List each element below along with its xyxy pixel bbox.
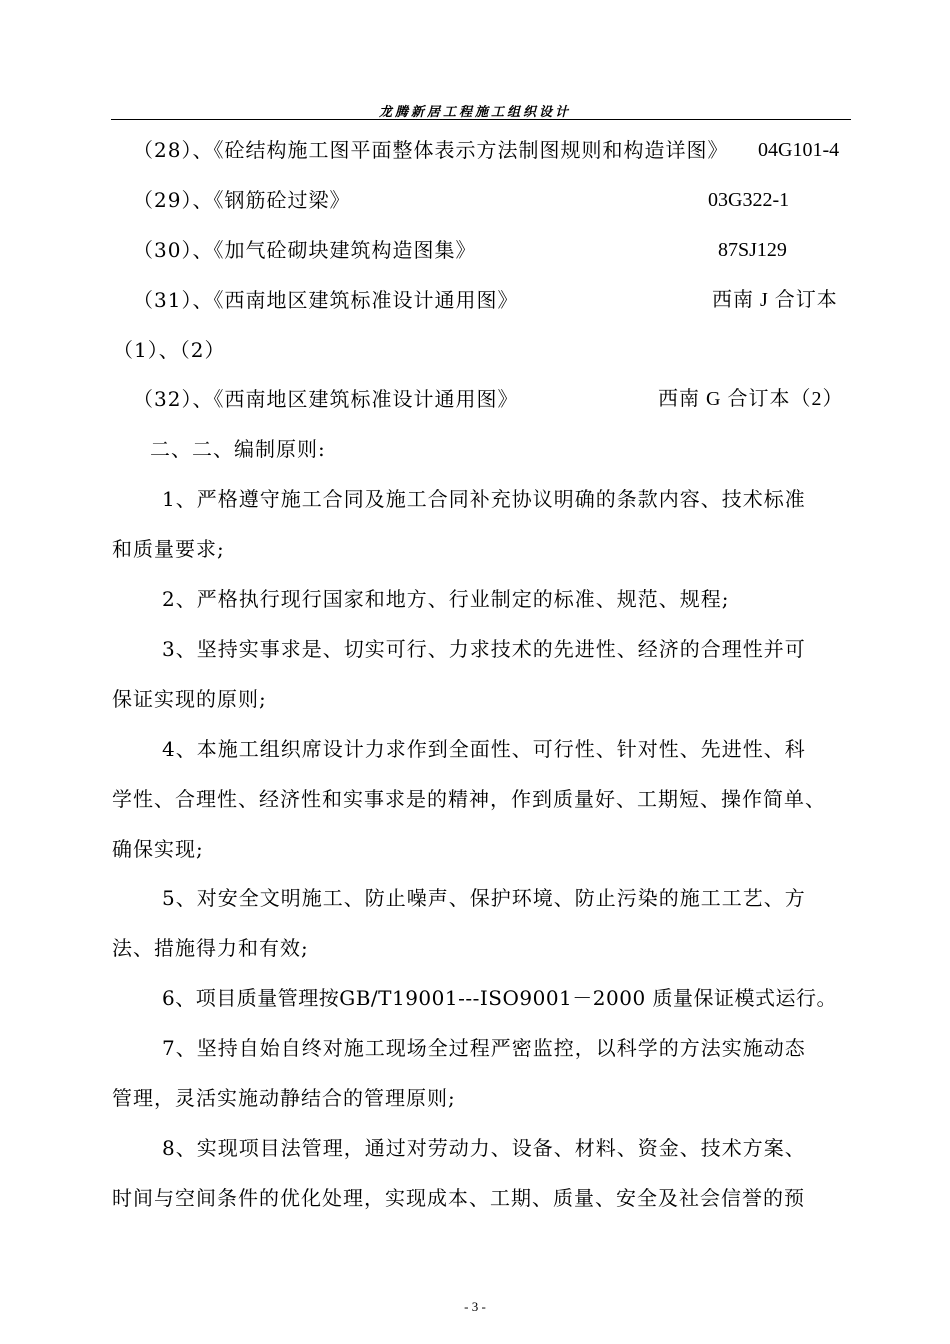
reference-code: 西南 J 合订本: [712, 289, 838, 311]
reference-code: 03G322-1: [708, 189, 790, 211]
reference-row: [0, 387, 950, 411]
principle-line: 学性、合理性、经济性和实事求是的精神，作到质量好、工期短、操作简单、: [112, 787, 826, 811]
principle-line: 3、坚持实事求是、切实可行、力求技术的先进性、经济的合理性并可: [162, 637, 806, 661]
principle-line: 和质量要求;: [112, 537, 225, 561]
reference-title: （30）、《加气砼砌块建筑构造图集》: [133, 238, 477, 262]
reference-title: （29）、《钢筋砼过梁》: [133, 188, 351, 212]
header-divider: [111, 119, 851, 120]
section-heading: 二、二、编制原则:: [150, 437, 326, 461]
page-number: - 3 -: [464, 1299, 486, 1314]
reference-code: 04G101-4: [758, 139, 840, 161]
principle-line: 保证实现的原则;: [112, 687, 267, 711]
principle-line: 2、严格执行现行国家和地方、行业制定的标准、规范、规程;: [162, 587, 730, 611]
reference-title: （28）、《砼结构施工图平面整体表示方法制图规则和构造详图》: [133, 138, 729, 162]
reference-row: [0, 288, 950, 312]
reference-row: [0, 188, 950, 212]
reference-title: （32）、《西南地区建筑标准设计通用图》: [133, 387, 519, 411]
principle-line: 确保实现;: [112, 837, 204, 861]
reference-code: 西南 G 合订本（2）: [658, 388, 844, 410]
reference-row: [0, 238, 950, 262]
reference-code: 87SJ129: [718, 239, 787, 261]
principle-line: 法、措施得力和有效;: [112, 936, 309, 960]
reference-title: （31）、《西南地区建筑标准设计通用图》: [133, 288, 519, 312]
document-header-title: 龙腾新居工程施工组织设计: [378, 105, 571, 120]
principle-line: 5、对安全文明施工、防止噪声、保护环境、防止污染的施工工艺、方: [162, 886, 806, 910]
principle-line: 管理，灵活实施动静结合的管理原则;: [112, 1086, 456, 1110]
reference-continuation: （1）、（2）: [113, 338, 226, 362]
principle-line: 时间与空间条件的优化处理，实现成本、工期、质量、安全及社会信誉的预: [112, 1186, 805, 1210]
principle-line: 8、实现项目法管理，通过对劳动力、设备、材料、资金、技术方案、: [162, 1136, 806, 1160]
reference-row: [0, 138, 950, 162]
principle-line: 7、坚持自始自终对施工现场全过程严密监控，以科学的方法实施动态: [162, 1036, 806, 1060]
principle-line: 6、项目质量管理按GB/T19001---ISO9001－2000 质量保证模式运行。: [162, 986, 838, 1010]
principle-line: 1、严格遵守施工合同及施工合同补充协议明确的条款内容、技术标准: [162, 487, 806, 511]
principle-line: 4、本施工组织席设计力求作到全面性、可行性、针对性、先进性、科: [162, 737, 806, 761]
